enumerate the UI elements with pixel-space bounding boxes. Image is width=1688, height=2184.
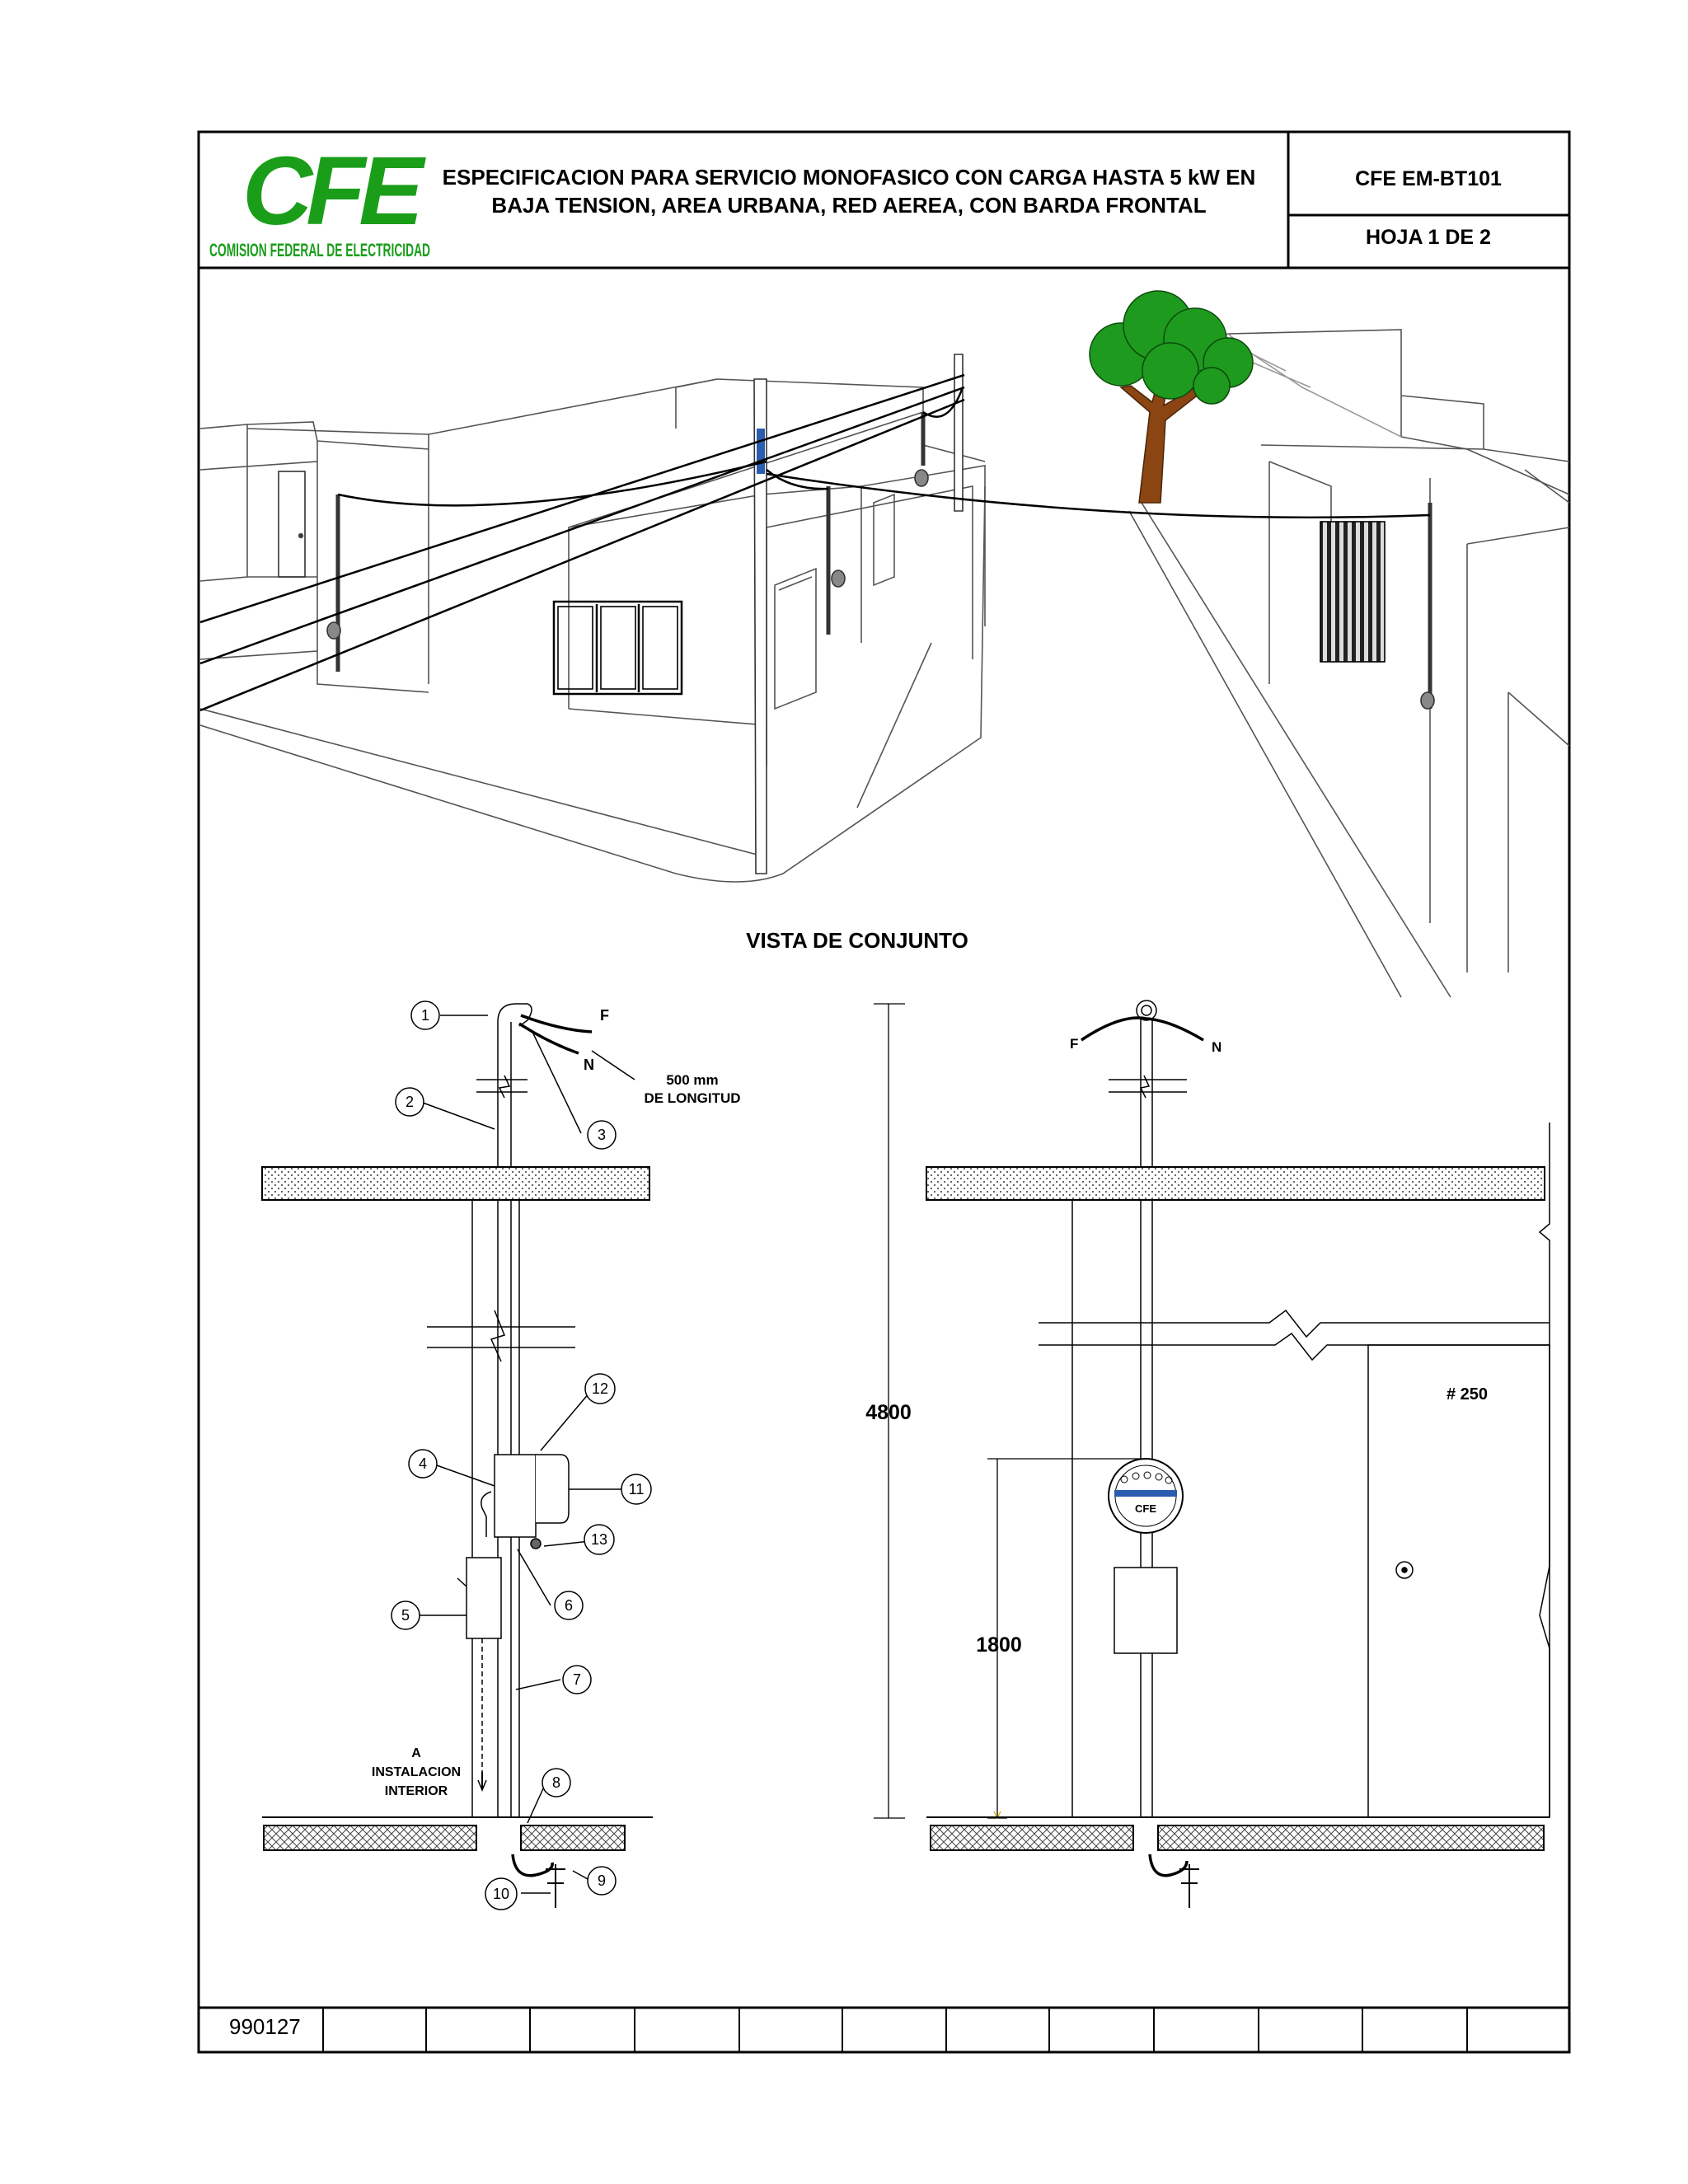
dimension-meter-height: 1800 bbox=[976, 1633, 1022, 1657]
right-front-elevation bbox=[926, 1001, 1550, 1908]
svg-text:8: 8 bbox=[551, 1774, 561, 1791]
svg-text:9: 9 bbox=[597, 1872, 607, 1889]
svg-text:7: 7 bbox=[572, 1671, 582, 1688]
callout-6 bbox=[555, 1591, 583, 1619]
cfe-logo bbox=[209, 137, 430, 260]
date-code: 990127 bbox=[229, 2014, 301, 2039]
svg-text:6: 6 bbox=[564, 1597, 574, 1614]
svg-text:12: 12 bbox=[591, 1380, 609, 1397]
right-neutral-label: N bbox=[1212, 1039, 1222, 1055]
svg-text:1: 1 bbox=[420, 1007, 430, 1024]
callout-7 bbox=[563, 1666, 591, 1694]
left-phase-label: F bbox=[600, 1007, 609, 1024]
overview-illustration bbox=[200, 330, 1569, 997]
dimension-lines bbox=[874, 1004, 1142, 1818]
interior-note-line-2: INSTALACION bbox=[371, 1765, 462, 1779]
tree-illustration bbox=[1090, 291, 1253, 503]
svg-text:3: 3 bbox=[597, 1127, 607, 1143]
callout-8 bbox=[542, 1769, 570, 1797]
overview-caption: VISTA DE CONJUNTO bbox=[746, 928, 968, 953]
interior-note-line-1: A bbox=[411, 1746, 421, 1760]
callout-13 bbox=[584, 1525, 614, 1554]
meter-brand: CFE bbox=[1135, 1502, 1156, 1515]
logo-text: CFE bbox=[242, 137, 417, 246]
left-detail-labels bbox=[372, 1007, 741, 1798]
callout-9 bbox=[588, 1867, 616, 1895]
left-neutral-label: N bbox=[584, 1057, 594, 1073]
logo-subtitle: COMISION FEDERAL DE ELECTRICIDAD bbox=[209, 240, 430, 260]
revision-table bbox=[323, 2008, 1467, 2052]
watthour-meter bbox=[1109, 1459, 1183, 1533]
right-phase-label: F bbox=[1070, 1036, 1079, 1052]
svg-text:13: 13 bbox=[590, 1531, 608, 1548]
callout-10 bbox=[485, 1878, 517, 1910]
title-line-2: BAJA TENSION, AREA URBANA, RED AEREA, CON BARDA FRONTAL bbox=[491, 193, 1207, 218]
svg-text:2: 2 bbox=[405, 1094, 415, 1110]
length-note-line-1: 500 mm bbox=[666, 1072, 719, 1088]
callout-12 bbox=[585, 1374, 615, 1404]
svg-text:10: 10 bbox=[492, 1886, 510, 1902]
title-block bbox=[209, 137, 1502, 260]
callout-4 bbox=[409, 1450, 437, 1478]
callout-5 bbox=[392, 1601, 420, 1629]
svg-text:11: 11 bbox=[628, 1481, 645, 1497]
sheet-number: HOJA 1 DE 2 bbox=[1366, 226, 1491, 249]
title-line-1: ESPECIFICACION PARA SERVICIO MONOFASICO CON CARGA HASTA 5 kW EN bbox=[442, 165, 1256, 190]
svg-text:4: 4 bbox=[418, 1455, 428, 1472]
callout-11 bbox=[621, 1474, 651, 1504]
dimension-total: 4800 bbox=[865, 1401, 912, 1424]
interior-note-line-3: INTERIOR bbox=[384, 1784, 448, 1798]
right-detail-labels bbox=[1070, 1036, 1488, 1404]
house-number: # 250 bbox=[1446, 1385, 1489, 1404]
callout-2 bbox=[396, 1088, 424, 1116]
callout-1 bbox=[411, 1001, 439, 1029]
svg-text:5: 5 bbox=[401, 1607, 410, 1624]
spec-code: CFE EM-BT101 bbox=[1355, 167, 1502, 190]
length-note-line-2: DE LONGITUD bbox=[644, 1090, 741, 1106]
callout-3 bbox=[588, 1121, 616, 1149]
